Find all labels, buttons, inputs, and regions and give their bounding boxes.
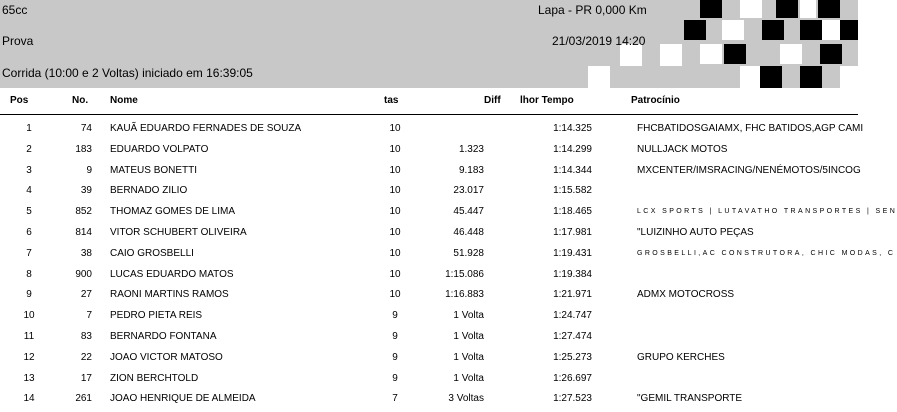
cell-sponsor: NULLJACK MOTOS bbox=[637, 143, 728, 155]
cell-pos: 9 bbox=[26, 289, 32, 301]
cell-name: BERNARDO FONTANA bbox=[110, 331, 217, 342]
cell-best-time: 1:19.431 bbox=[553, 247, 592, 259]
cell-diff: 1:15.086 bbox=[445, 268, 484, 280]
cell-diff: 1 Volta bbox=[453, 331, 484, 342]
table-row bbox=[0, 119, 864, 140]
cell-laps: 10 bbox=[389, 227, 401, 238]
race-info-label: Corrida (10:00 e 2 Voltas) iniciado em 16:39:05 bbox=[2, 66, 253, 80]
cell-number: 852 bbox=[75, 206, 92, 218]
cell-laps: 10 bbox=[389, 123, 401, 134]
table-row bbox=[0, 348, 858, 369]
col-laps: tas bbox=[384, 95, 399, 106]
cell-best-time: 1:18.465 bbox=[553, 206, 592, 218]
cell-name: JOAO HENRIQUE DE ALMEIDA bbox=[110, 393, 256, 405]
cell-sponsor: MXCENTER/IMSRACING/NENÉMOTOS/5INCOG bbox=[637, 164, 861, 176]
cell-diff: 1:16.883 bbox=[445, 289, 484, 301]
cell-diff: 23.017 bbox=[453, 185, 484, 197]
table-row bbox=[0, 306, 858, 327]
cell-laps: 7 bbox=[392, 393, 398, 405]
cell-sponsor: "LUIZINHO AUTO PEÇAS bbox=[637, 227, 754, 238]
datetime-label: 21/03/2019 14:20 bbox=[552, 34, 646, 48]
cell-name: VITOR SCHUBERT OLIVEIRA bbox=[110, 227, 247, 238]
cell-name: THOMAZ GOMES DE LIMA bbox=[110, 206, 236, 218]
table-row bbox=[0, 327, 858, 348]
cell-pos: 2 bbox=[26, 143, 32, 155]
col-best-time: lhor Tempo bbox=[520, 95, 574, 106]
cell-number: 27 bbox=[80, 289, 92, 301]
col-no: No. bbox=[72, 95, 89, 106]
cell-name: RAONI MARTINS RAMOS bbox=[110, 289, 229, 301]
cell-pos: 1 bbox=[26, 123, 32, 134]
cell-number: 17 bbox=[80, 372, 92, 384]
cell-name: EDUARDO VOLPATO bbox=[110, 143, 209, 155]
cell-number: 22 bbox=[80, 351, 92, 363]
cell-laps: 10 bbox=[389, 247, 401, 259]
cell-pos: 11 bbox=[23, 331, 35, 342]
cell-sponsor: ADMX MOTOCROSS bbox=[637, 289, 735, 301]
cell-pos: 7 bbox=[26, 247, 32, 259]
cell-pos: 6 bbox=[26, 227, 32, 238]
col-diff: Diff bbox=[484, 95, 501, 106]
cell-diff: 45.447 bbox=[453, 206, 484, 218]
cell-number: 83 bbox=[80, 331, 92, 342]
cell-laps: 10 bbox=[389, 185, 401, 197]
cell-pos: 12 bbox=[23, 351, 35, 363]
table-row bbox=[0, 244, 896, 265]
cell-diff: 1 Volta bbox=[453, 372, 484, 384]
cell-best-time: 1:25.273 bbox=[553, 351, 592, 363]
cell-pos: 8 bbox=[26, 268, 32, 280]
cell-laps: 9 bbox=[392, 310, 398, 322]
cell-pos: 13 bbox=[23, 372, 35, 384]
cell-diff: 1.323 bbox=[458, 143, 484, 155]
cell-number: 7 bbox=[86, 310, 92, 322]
cell-laps: 9 bbox=[392, 331, 398, 342]
cell-best-time: 1:26.697 bbox=[553, 372, 592, 384]
cell-name: ZION BERCHTOLD bbox=[110, 372, 199, 384]
cell-pos: 14 bbox=[23, 393, 35, 405]
header-divider bbox=[0, 114, 858, 115]
cell-diff: 3 Voltas bbox=[448, 393, 484, 405]
cell-best-time: 1:14.325 bbox=[553, 123, 592, 134]
cell-number: 261 bbox=[75, 393, 92, 405]
cell-diff: 1 Volta bbox=[453, 351, 484, 363]
cell-best-time: 1:27.474 bbox=[553, 331, 592, 342]
table-row bbox=[0, 389, 858, 410]
table-row bbox=[0, 202, 897, 223]
cell-laps: 9 bbox=[392, 351, 398, 363]
cell-diff: 46.448 bbox=[453, 227, 484, 238]
cell-name: LUCAS EDUARDO MATOS bbox=[110, 268, 234, 280]
cell-laps: 9 bbox=[392, 372, 398, 384]
cell-laps: 10 bbox=[389, 289, 401, 301]
cell-best-time: 1:14.299 bbox=[553, 143, 592, 155]
cell-name: PEDRO PIETA REIS bbox=[110, 310, 203, 322]
cell-name: KAUÃ EDUARDO FERNADES DE SOUZA bbox=[110, 123, 302, 134]
table-row bbox=[0, 140, 858, 161]
col-sponsor: Patrocínio bbox=[631, 95, 680, 106]
table-row bbox=[0, 223, 858, 244]
category-label: 65cc bbox=[2, 3, 28, 17]
cell-best-time: 1:21.971 bbox=[553, 289, 592, 301]
table-row bbox=[0, 285, 858, 306]
cell-sponsor: "GEMIL TRANSPORTE bbox=[637, 393, 743, 405]
results-header bbox=[0, 0, 858, 88]
cell-pos: 3 bbox=[26, 164, 32, 176]
cell-name: MATEUS BONETTI bbox=[110, 164, 198, 176]
table-row bbox=[0, 161, 861, 182]
table-row bbox=[0, 265, 858, 286]
cell-number: 183 bbox=[75, 143, 92, 155]
cell-number: 38 bbox=[80, 247, 92, 259]
cell-laps: 10 bbox=[389, 268, 401, 280]
cell-best-time: 1:19.384 bbox=[553, 268, 592, 280]
session-label: Prova bbox=[2, 34, 34, 48]
cell-best-time: 1:15.582 bbox=[553, 185, 592, 197]
cell-sponsor: GROSBELLI,AC CONSTRUTORA, CHIC MODAS, C bbox=[637, 249, 896, 257]
cell-name: CAIO GROSBELLI bbox=[110, 247, 194, 259]
cell-diff: 1 Volta bbox=[453, 310, 484, 322]
cell-sponsor: GRUPO KERCHES bbox=[637, 351, 725, 363]
cell-best-time: 1:24.747 bbox=[553, 310, 592, 322]
cell-number: 900 bbox=[75, 268, 92, 280]
cell-sponsor: LCX SPORTS | LUTAVATHO TRANSPORTES | SEN bbox=[637, 208, 897, 216]
cell-laps: 10 bbox=[389, 164, 401, 176]
table-row bbox=[0, 369, 858, 390]
cell-laps: 10 bbox=[389, 143, 401, 155]
cell-name: JOAO VICTOR MATOSO bbox=[110, 351, 223, 363]
cell-number: 814 bbox=[75, 227, 92, 238]
cell-best-time: 1:14.344 bbox=[553, 164, 592, 176]
cell-number: 39 bbox=[80, 185, 92, 197]
cell-pos: 10 bbox=[23, 310, 35, 322]
col-pos: Pos bbox=[10, 95, 29, 106]
cell-diff: 51.928 bbox=[453, 247, 484, 259]
cell-diff: 9.183 bbox=[458, 164, 484, 176]
cell-number: 74 bbox=[80, 123, 92, 134]
col-name: Nome bbox=[110, 95, 138, 106]
location-label: Lapa - PR 0,000 Km bbox=[538, 3, 647, 17]
cell-best-time: 1:17.981 bbox=[553, 227, 592, 238]
cell-pos: 5 bbox=[26, 206, 32, 218]
cell-number: 9 bbox=[86, 164, 92, 176]
cell-name: BERNADO ZILIO bbox=[110, 185, 188, 197]
cell-best-time: 1:27.523 bbox=[553, 393, 592, 405]
cell-laps: 10 bbox=[389, 206, 401, 218]
table-row bbox=[0, 181, 858, 202]
cell-pos: 4 bbox=[26, 185, 32, 197]
cell-sponsor: FHCBATIDOSGAIAMX, FHC BATIDOS,AGP CAMI bbox=[637, 123, 864, 134]
